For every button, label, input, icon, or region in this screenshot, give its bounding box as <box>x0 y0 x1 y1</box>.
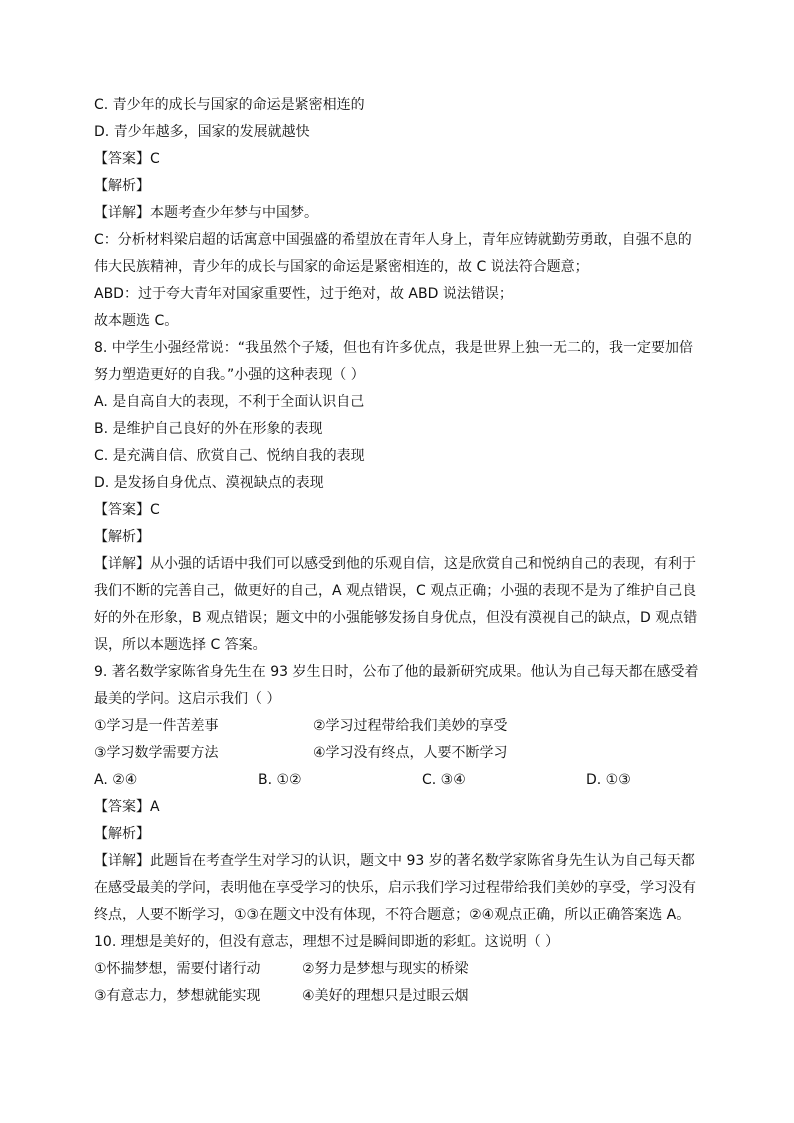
explanation-line: 【详解】从小强的话语中我们可以感受到他的乐观自信，这是欣赏自己和悦纳自己的表现，有利于 <box>94 556 696 572</box>
q10-statement-row <box>94 983 700 1010</box>
explanation-line: 终点，人要不断学习，①③在题文中没有体现，不符合题意；②④观点正确，所以正确答案选 A。 <box>94 907 691 923</box>
explanation-line: 误，所以本题选择 C 答案。 <box>94 637 267 653</box>
q9-option-b: B. ①② <box>258 772 302 788</box>
option-c: C. 青少年的成长与国家的命运是紧密相连的 <box>94 97 365 113</box>
q9-option-d: D. ①③ <box>586 772 631 788</box>
explanation-line: C：分析材料梁启超的话寓意中国强盛的希望放在青年人身上，青年应铸就勤劳勇敢，自强不息的 <box>94 232 692 248</box>
q9-statement: ①学习是一件苦差事 <box>94 718 219 734</box>
explanation-line: 【详解】此题旨在考查学生对学习的认识，题文中 93 岁的著名数学家陈省身先生认为自己每天都 <box>94 853 695 869</box>
document-page <box>94 92 700 1010</box>
explanation-line: 好的外在形象，B 观点错误；题文中的小强能够发扬自身优点，但没有漠视自己的缺点，D 观点错 <box>94 610 698 626</box>
q9-option-a: A. ②④ <box>94 772 138 788</box>
q9-statement: ③学习数学需要方法 <box>94 745 219 761</box>
q10-statement: ③有意志力，梦想就能实现 <box>94 988 261 1004</box>
q8-option-b: B. 是维护自己良好的外在形象的表现 <box>94 421 323 437</box>
q9-statement-row <box>94 713 700 740</box>
question-9-stem: 最美的学问。这启示我们（ ） <box>94 691 281 707</box>
explanation-line: 故本题选 C。 <box>94 313 179 329</box>
explanation-line: 伟大民族精神，青少年的成长与国家的命运是紧密相连的，故 C 说法符合题意； <box>94 259 589 275</box>
q9-statement-row <box>94 740 700 767</box>
q9-statement: ④学习没有终点，人要不断学习 <box>313 745 508 761</box>
q10-statement: ②努力是梦想与现实的桥梁 <box>302 961 469 977</box>
question-10-stem: 10. 理想是美好的，但没有意志，理想不过是瞬间即逝的彩虹。这说明（ ） <box>94 934 560 950</box>
explanation-line: 【详解】本题考查少年梦与中国梦。 <box>94 205 318 221</box>
q8-option-c: C. 是充满自信、欣赏自己、悦纳自我的表现 <box>94 448 365 464</box>
q9-statement: ②学习过程带给我们美妙的享受 <box>313 718 508 734</box>
q9-option-c: C. ③④ <box>422 772 466 788</box>
question-9-stem: 9. 著名数学家陈省身先生在 93 岁生日时，公布了他的最新研究成果。他认为自己每天都在感受着 <box>94 664 699 680</box>
explanation-line: 我们不断的完善自己，做更好的自己，A 观点错误，C 观点正确；小强的表现不是为了维护自己良 <box>94 583 697 599</box>
answer-label: 【答案】C <box>94 502 160 518</box>
answer-label: 【答案】C <box>94 151 160 167</box>
analysis-label: 【解析】 <box>94 826 150 842</box>
analysis-label: 【解析】 <box>94 529 150 545</box>
q10-statement: ④美好的理想只是过眼云烟 <box>302 988 469 1004</box>
question-8-stem: 8. 中学生小强经常说：“我虽然个子矮，但也有许多优点，我是世界上独一无二的，我一定要加倍 <box>94 340 694 356</box>
q8-option-d: D. 是发扬自身优点、漠视缺点的表现 <box>94 475 324 491</box>
analysis-label: 【解析】 <box>94 178 150 194</box>
explanation-line: ABD：过于夸大青年对国家重要性，过于绝对，故 ABD 说法错误； <box>94 286 513 302</box>
q10-statement-row <box>94 956 700 983</box>
q10-statement: ①怀揣梦想，需要付诸行动 <box>94 961 261 977</box>
explanation-line: 在感受最美的学问，表明他在享受学习的快乐，启示我们学习过程带给我们美妙的享受，学习没有 <box>94 880 696 896</box>
option-d: D. 青少年越多，国家的发展就越快 <box>94 124 310 140</box>
question-8-stem: 努力塑造更好的自我。”小强的这种表现（ ） <box>94 367 365 383</box>
answer-label: 【答案】A <box>94 799 160 815</box>
q9-options-row <box>94 767 700 794</box>
q8-option-a: A. 是自高自大的表现，不利于全面认识自己 <box>94 394 365 410</box>
